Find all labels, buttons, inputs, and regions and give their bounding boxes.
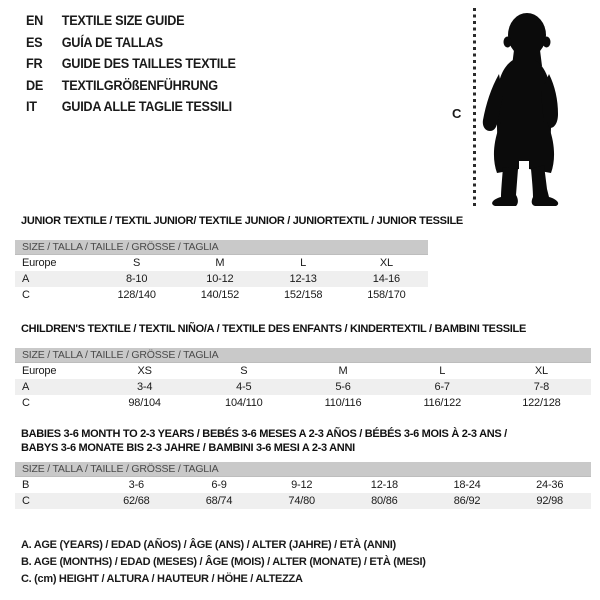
cell-value: 80/86: [371, 495, 398, 507]
cell-value: 128/140: [117, 289, 156, 301]
cell-value: 12-18: [370, 479, 398, 491]
table-title-babies: BABIES 3-6 MONTH TO 2-3 YEARS / BEBÉS 3-6 MESES A 2-3 AÑOS / BÉBÉS 3-6 MOIS À 2-3 ANS / BABYS 3-6 MONATE BIS 2-3 JAHRE / BAMBINI 3-6 MESI A 2-3 ANNI: [21, 428, 507, 454]
size-header-bar: [15, 348, 591, 363]
table-row: [15, 395, 591, 411]
cell-value: S: [133, 257, 141, 269]
cell-value: 12-13: [289, 273, 317, 285]
cell-value: 152/158: [283, 289, 323, 301]
cell-value: 110/116: [324, 397, 362, 409]
row-label: C: [22, 495, 30, 507]
table-rows: [15, 477, 591, 509]
language-row: [26, 10, 236, 32]
cell-value: 7-8: [533, 381, 550, 393]
size-header-label: SIZE / TALLA / TAILLE / GRÖSSE / TAGLIA: [22, 349, 219, 361]
footnote: C. (cm) HEIGHT / ALTURA / HAUTEUR / HÖHE / ALTEZZA: [21, 573, 303, 585]
cell-value: 24-36: [536, 479, 564, 491]
cell-value: M: [338, 365, 348, 377]
table-rows: [15, 363, 591, 411]
language-title: GUIDA ALLE TAGLIE TESSILI: [61, 99, 232, 115]
row-label: C: [22, 397, 30, 409]
cell-value: 140/152: [200, 289, 240, 301]
table-title-children: CHILDREN'S TEXTILE / TEXTIL NIÑO/A / TEXTILE DES ENFANTS / KINDERTEXTIL / BAMBINI TESSILE: [21, 323, 526, 335]
table-row: [15, 493, 591, 509]
language-row: [26, 96, 236, 118]
language-row: [26, 32, 236, 54]
cell-value: 62/68: [123, 495, 150, 507]
language-title: TEXTILE SIZE GUIDE: [61, 13, 185, 29]
cell-value: 3-6: [128, 479, 144, 491]
row-label: Europe: [22, 257, 57, 269]
cell-value: 8-10: [126, 273, 148, 285]
cell-value: M: [215, 257, 225, 269]
language-code: ES: [26, 34, 43, 50]
table-rows: [15, 255, 428, 303]
children-size-table: [15, 348, 591, 411]
cell-value: 158/170: [367, 289, 406, 301]
language-title: GUIDE DES TAILLES TEXTILE: [61, 56, 236, 72]
row-label: A: [22, 381, 30, 393]
height-measure-line: [473, 8, 476, 208]
size-header-label: SIZE / TALLA / TAILLE / GRÖSSE / TAGLIA: [22, 241, 219, 253]
cell-value: 3-4: [136, 381, 153, 393]
cell-value: XL: [534, 365, 548, 377]
footnotes: [21, 538, 426, 589]
junior-size-table: [15, 240, 428, 303]
language-title: TEXTILGRÖßENFÜHRUNG: [61, 77, 218, 93]
row-label: C: [22, 289, 30, 301]
cell-value: 6-7: [434, 381, 450, 393]
language-code: IT: [26, 99, 37, 115]
table-row: [15, 379, 591, 395]
table-row: [15, 255, 428, 271]
size-header-bar: [15, 240, 428, 255]
footnote: B. AGE (MONTHS) / EDAD (MESES) / ÂGE (MOIS) / ALTER (MONATE) / ETÀ (MESI): [21, 556, 426, 568]
cell-value: L: [300, 257, 307, 269]
cell-value: 74/80: [288, 495, 315, 507]
cell-value: XL: [379, 257, 393, 269]
babies-size-table: [15, 462, 591, 509]
cell-value: 98/104: [128, 397, 161, 409]
cell-value: 9-12: [291, 479, 313, 491]
cell-value: 122/128: [522, 397, 561, 409]
language-title: GUÍA DE TALLAS: [61, 34, 163, 50]
cell-value: 92/98: [536, 495, 563, 507]
cell-value: 14-16: [372, 273, 400, 285]
table-row: [15, 363, 591, 379]
cell-value: 4-5: [236, 381, 252, 393]
cell-value: 10-12: [206, 273, 234, 285]
row-label: Europe: [22, 365, 57, 377]
cell-value: 116/122: [423, 397, 461, 409]
figure-height-label: C: [452, 106, 462, 121]
language-list: [26, 10, 236, 118]
cell-value: XS: [137, 365, 152, 377]
size-header-bar: [15, 462, 591, 477]
language-code: DE: [26, 77, 44, 93]
baby-silhouette-icon: [480, 10, 568, 208]
cell-value: 18-24: [453, 479, 481, 491]
language-code: FR: [26, 56, 43, 72]
table-title-junior: JUNIOR TEXTILE / TEXTIL JUNIOR/ TEXTILE JUNIOR / JUNIORTEXTIL / JUNIOR TESSILE: [21, 215, 463, 227]
cell-value: 5-6: [335, 381, 351, 393]
size-header-label: SIZE / TALLA / TAILLE / GRÖSSE / TAGLIA: [22, 463, 219, 475]
row-label: B: [22, 479, 30, 491]
cell-value: 6-9: [211, 479, 227, 491]
row-label: A: [22, 273, 30, 285]
cell-value: 86/92: [453, 495, 481, 507]
language-row: [26, 53, 236, 75]
footnote: A. AGE (YEARS) / EDAD (AÑOS) / ÂGE (ANS) / ALTER (JAHRE) / ETÀ (ANNI): [21, 539, 396, 551]
cell-value: S: [240, 365, 248, 377]
cell-value: 104/110: [225, 397, 263, 409]
table-row: [15, 271, 428, 287]
language-row: [26, 75, 236, 97]
language-code: EN: [26, 13, 44, 29]
table-row: [15, 287, 428, 303]
table-row: [15, 477, 591, 493]
cell-value: 68/74: [205, 495, 233, 507]
cell-value: L: [439, 365, 446, 377]
